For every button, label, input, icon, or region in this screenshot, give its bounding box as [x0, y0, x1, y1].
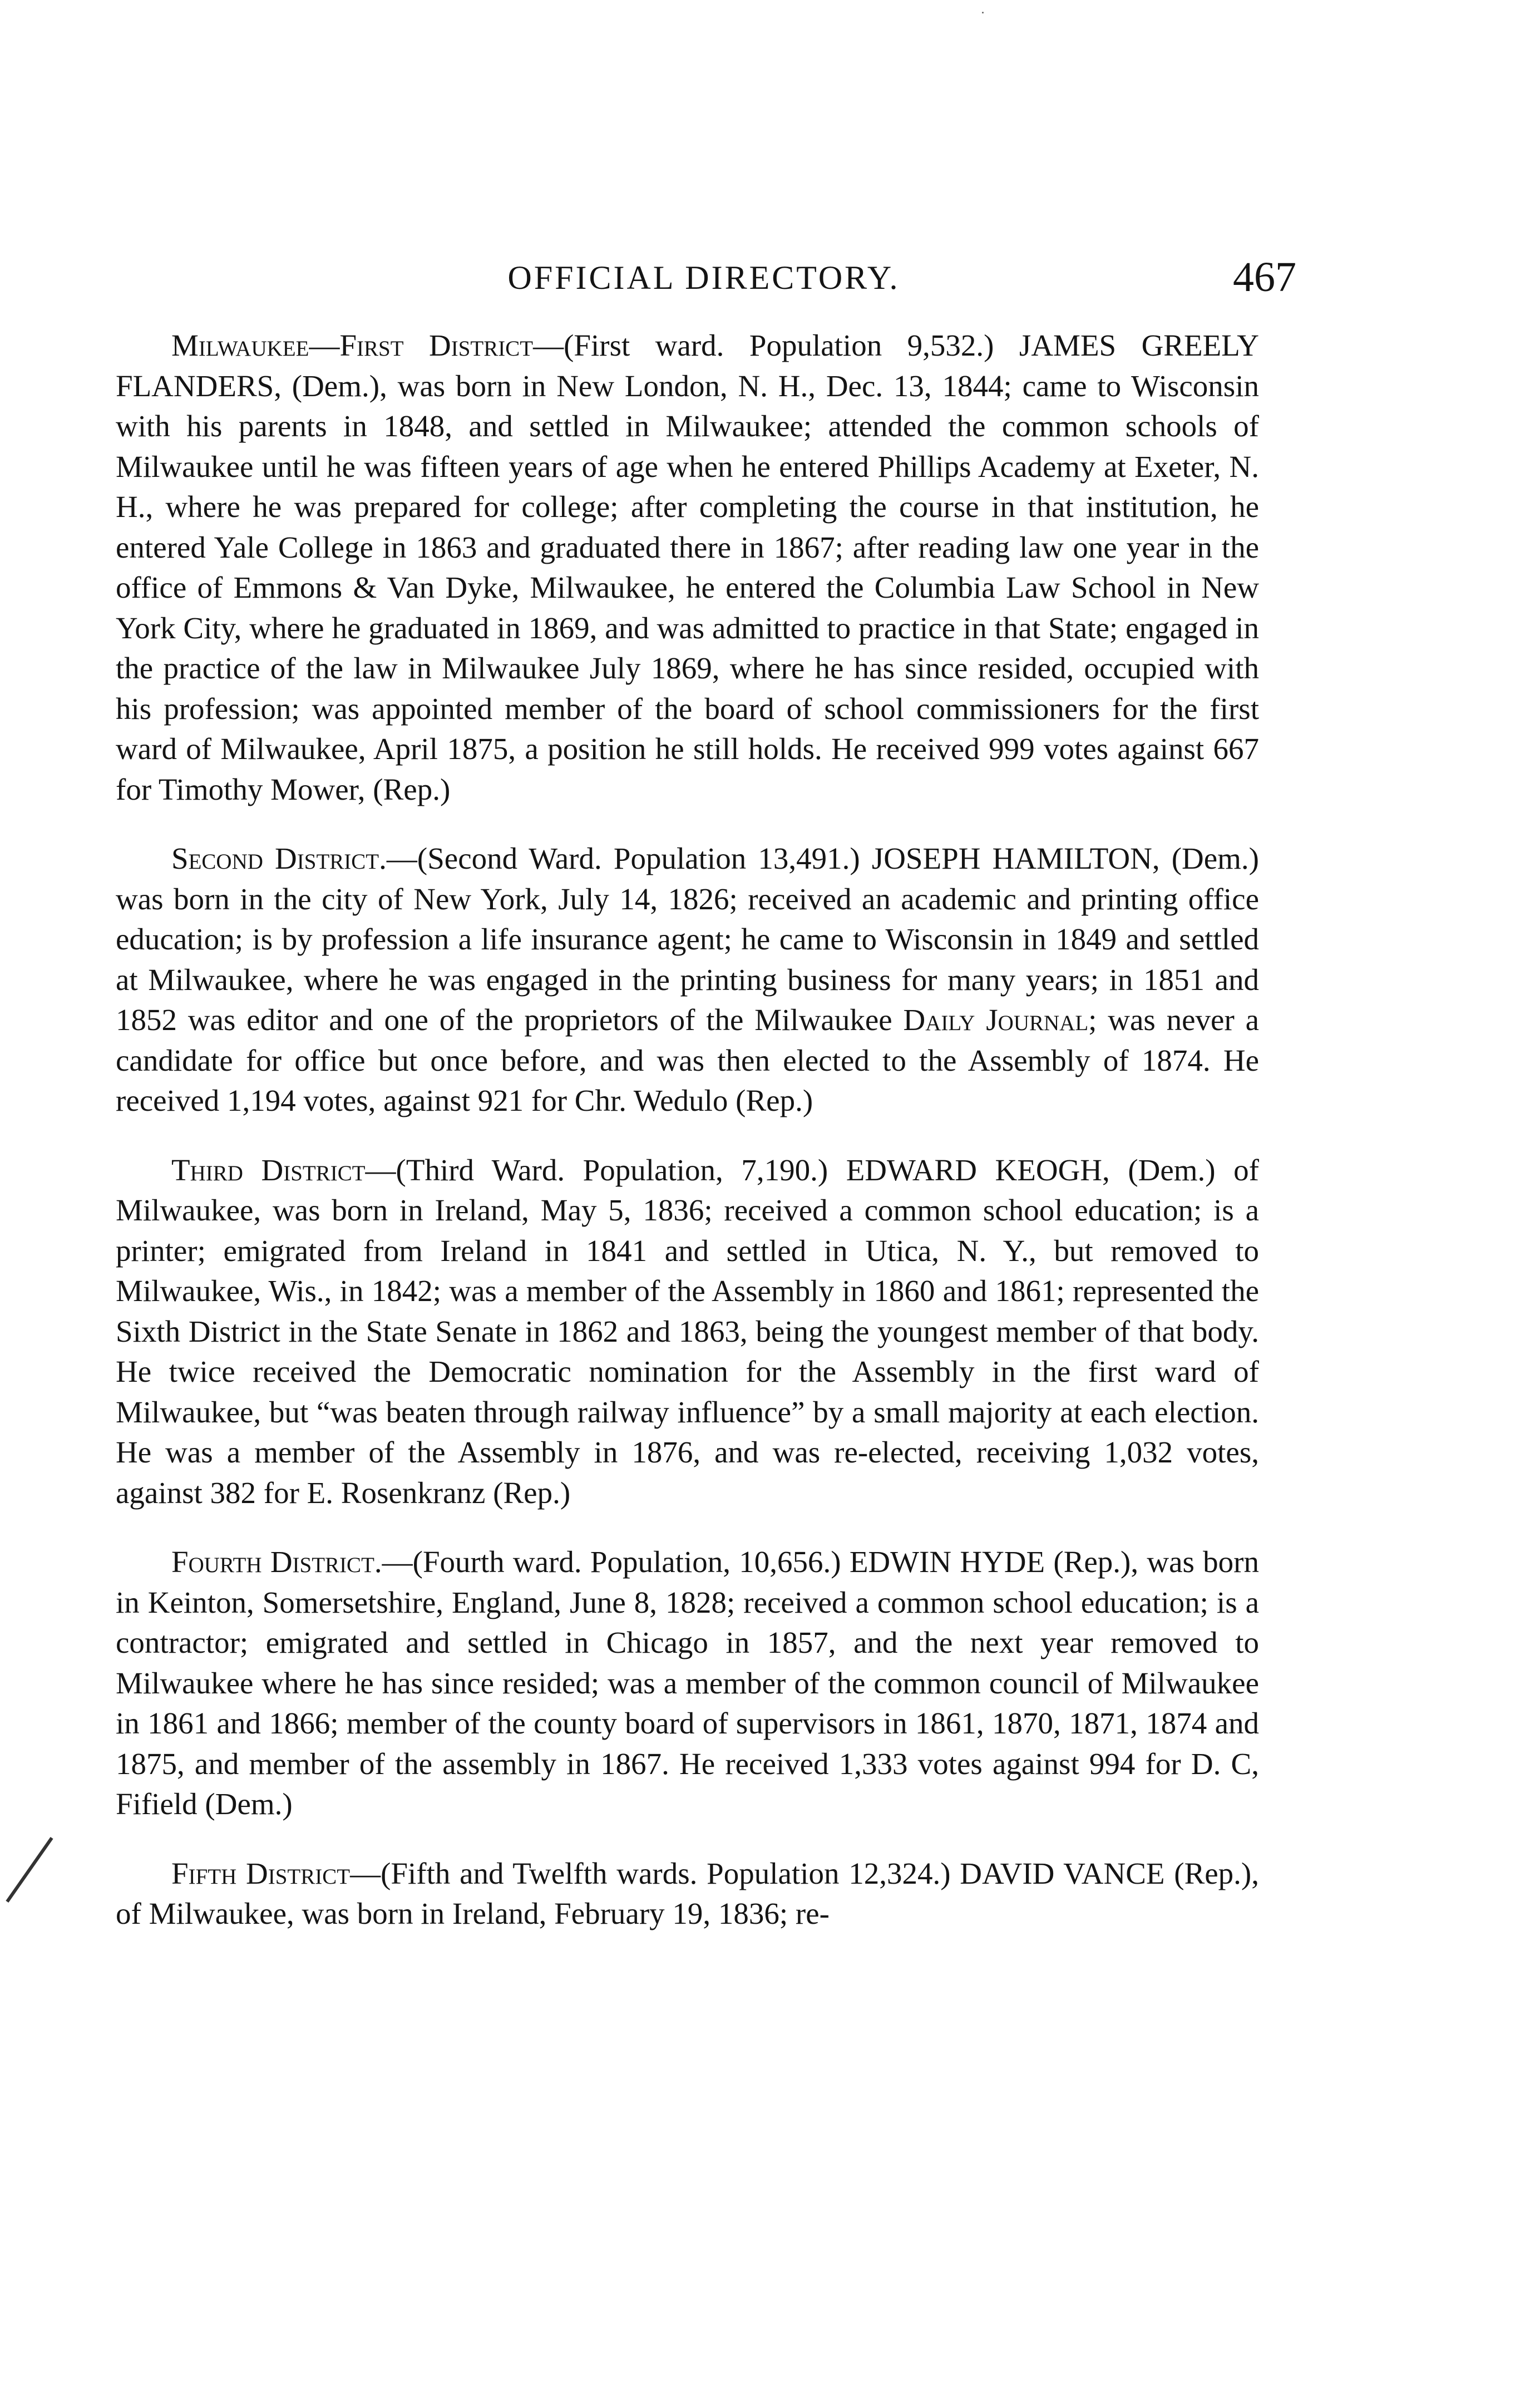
entry-text: —(Fourth ward. Population, 10,656.) EDWIN HYDE (Rep.), was born in Keinton, Somersetshire, England, June 8, 1828; received a common school education; is a contractor; emigrated and settled in Chicago in 1857, and the next year removed to Milwaukee where he has since resided; was a member of the common council of Milwaukee in 1861 and 1866; member of the county board of supervisors in 1861, 1870, 1871, 1874 and 1875, and member of the assembly in 1867. He received 1,333 votes against 994 for D. C, Fifield (Dem.) — [116, 1545, 1259, 1821]
entry-text-continued: ; was never a candidate for office but once before, and was then elected to the Assembly of 1874. He received 1,194 votes, against 921 for Chr. Wedulo (Rep.) — [116, 1003, 1260, 1117]
entry-text: —(First ward. Population 9,532.) JAMES GREELY FLANDERS, (Dem.), was born in New London, N. H., Dec. 13, 1844; came to Wisconsin with his parents in 1848, and settled in Milwaukee; attended the common schools of Milwaukee until he was fifteen years of age when he entered Phillips Academy at Exeter, N. H., where he was prepared for college; after completing the course in that institution, he entered Yale College in 1863 and graduated there in 1867; after reading law one year in the office of Emmons & Van Dyke, Milwaukee, he entered the Columbia Law School in New York City, where he graduated in 1869, and was admitted to practice in that State; engaged in the practice of the law in Milwaukee July 1869, where he has since resided, occupied with his profession; was appointed member of the board of school commissioners for the first ward of Milwaukee, April 1875, a position he still holds. He received 999 votes against 667 for Timothy Mower, (Rep.) — [116, 328, 1259, 806]
entry-fourth-district — [116, 1542, 1259, 1825]
entry-text: —(Fifth and Twelfth wards. Population 12,324.) DAVID VANCE (Rep.), of Milwaukee, was born in Ireland, February 19, 1836; re- — [116, 1856, 1259, 1930]
page-number: 467 — [1233, 254, 1296, 300]
entry-text: —(Third Ward. Population, 7,190.) EDWARD KEOGH, (Dem.) of Milwaukee, was born in Ireland, May 5, 1836; received a common school education; is a printer; emigrated from Ireland in 1841 and settled in Utica, N. Y., but removed to Milwaukee, Wis., in 1842; was a member of the Assembly in 1860 and 1861; represented the Sixth District in the State Senate in 1862 and 1863, being the youngest member of that body. He twice received the Democratic nomination for the Assembly in the first ward of Milwaukee, but “was beaten through railway influence” by a small majority at each election. He was a member of the Assembly in 1876, and was re-elected, receiving 1,032 votes, against 382 for E. Rosenkranz (Rep.) — [116, 1152, 1259, 1510]
entry-heading: Fourth District. — [171, 1545, 382, 1579]
stray-mark-top: ˙ — [979, 10, 986, 27]
entry-heading: Milwaukee—First District — [171, 328, 534, 362]
entry-heading: Third District — [171, 1152, 366, 1187]
pencil-slash-mark — [6, 1837, 53, 1903]
entry-first-district — [116, 326, 1259, 810]
entry-heading: Second District. — [171, 841, 387, 875]
entry-second-district — [116, 839, 1259, 1121]
entry-fifth-district — [116, 1854, 1259, 1934]
running-title: OFFICIAL DIRECTORY. — [507, 259, 900, 296]
entry-third-district — [116, 1150, 1259, 1514]
entry-text: —(Second Ward. Population 13,491.) JOSEPH HAMILTON, (Dem.) was born in the city of New York, July 14, 1826; received an academic and printing office education; is by profession a life insurance agent; he came to Wisconsin in 1849 and settled at Milwaukee, where he was engaged in the printing business for many years; in 1851 and 1852 was editor and one of the proprietors of the Milwaukee — [116, 841, 1259, 1037]
page-header — [111, 253, 1296, 314]
directory-body — [116, 326, 1259, 1934]
newspaper-name: Daily Journal — [903, 1003, 1089, 1037]
entry-heading: Fifth District — [171, 1856, 351, 1890]
